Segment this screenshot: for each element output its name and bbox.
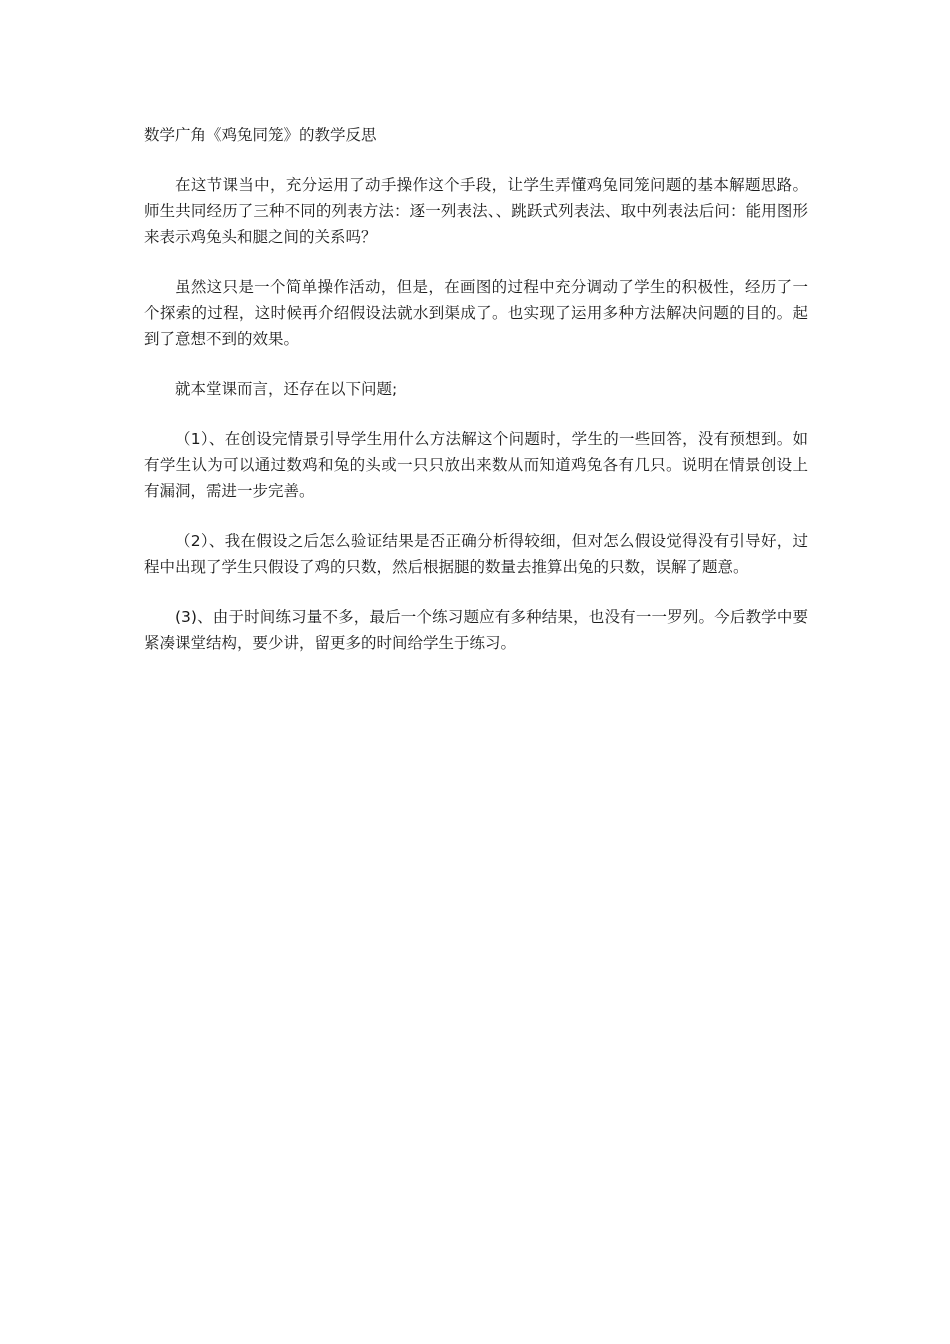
paragraph-problems-heading: 就本堂课而言，还存在以下问题; xyxy=(175,380,398,398)
paragraph-problem-3: (3)、由于时间练习量不多，最后一个练习题应有多种结果，也没有一一罗列。今后教学中要紧凑课堂结构，要少讲，留更多的时间给学生于练习。 xyxy=(144,608,808,652)
paragraph-problem-1: （1）、在创设完情景引导学生用什么方法解这个问题时，学生的一些回答，没有预想到。如有学生认为可以通过数鸡和兔的头或一只只放出来数从而知道鸡兔各有几只。说明在情景创设上有漏洞，需进一步完善。 xyxy=(144,430,808,500)
paragraph-activity: 虽然这只是一个简单操作活动，但是，在画图的过程中充分调动了学生的积极性，经历了一个探索的过程，这时候再介绍假设法就水到渠成了。也实现了运用多种方法解决问题的目的。起到了意想不到的效果。 xyxy=(144,278,808,348)
paragraph-problem-2: （2）、我在假设之后怎么验证结果是否正确分析得较细，但对怎么假设觉得没有引导好，过程中出现了学生只假设了鸡的只数，然后根据腿的数量去推算出兔的只数，误解了题意。 xyxy=(144,532,808,576)
paragraph-intro: 在这节课当中，充分运用了动手操作这个手段，让学生弄懂鸡兔同笼问题的基本解题思路。师生共同经历了三种不同的列表方法：逐一列表法、、跳跃式列表法、取中列表法后问：能用图形来表示鸡兔头和腿之间的关系吗？ xyxy=(144,176,808,246)
document-body xyxy=(144,122,808,680)
document-title: 数学广角《鸡兔同笼》的教学反思 xyxy=(144,126,377,144)
